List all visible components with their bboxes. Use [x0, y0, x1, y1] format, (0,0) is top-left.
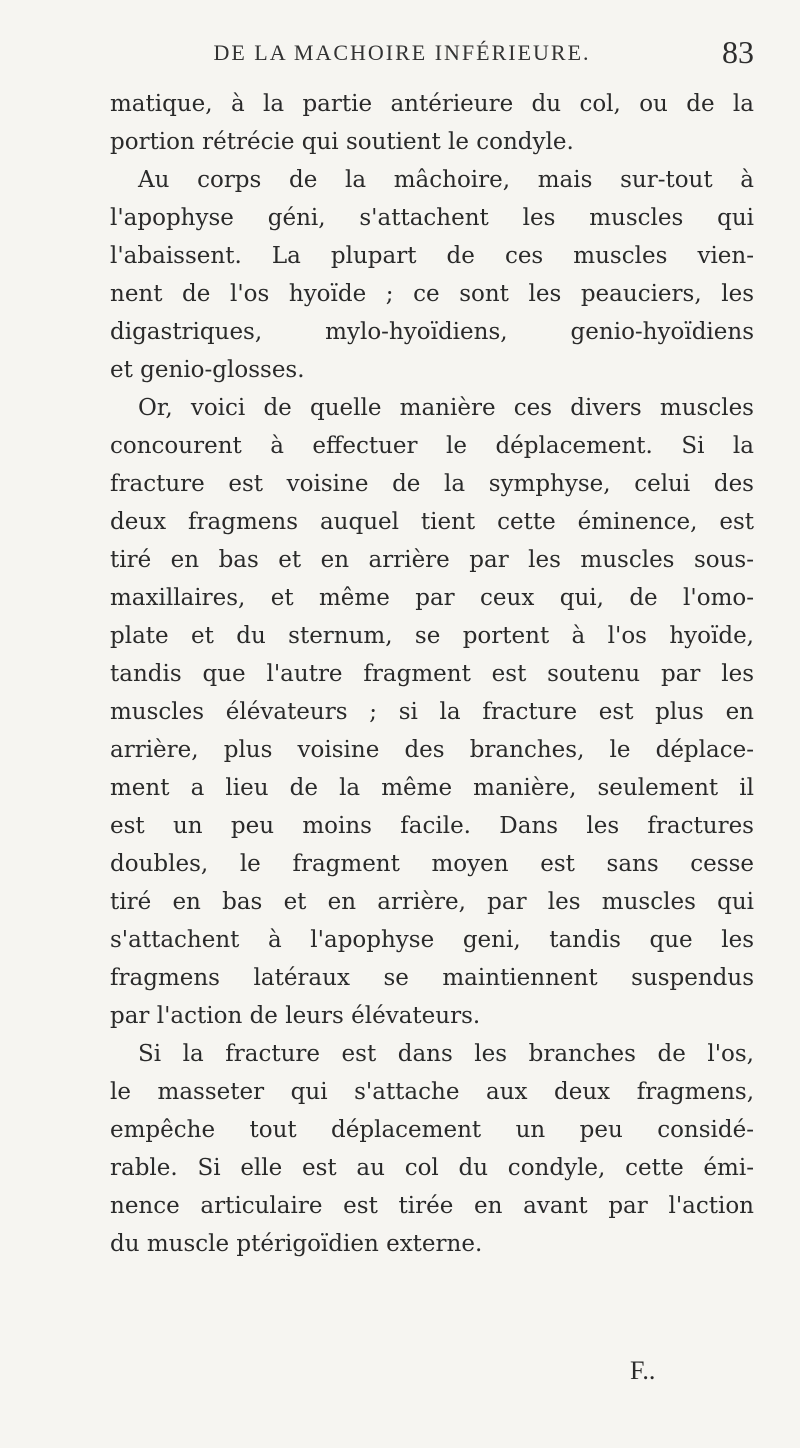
text-line: rable. Si elle est au col du condyle, cette émi- — [110, 1155, 754, 1181]
text-line: matique, à la partie antérieure du col, ou de la — [110, 91, 754, 117]
text-line: portion rétrécie qui soutient le condyle. — [110, 129, 574, 155]
text-line: digastriques, mylo-hyoïdiens, genio-hyoïdiens — [110, 319, 754, 345]
page-number: 83 — [722, 34, 754, 70]
text-line: l'abaissent. La plupart de ces muscles vien- — [110, 243, 754, 269]
text-line: plate et du sternum, se portent à l'os hyoïde, — [110, 623, 754, 649]
text-line: du muscle ptérigoïdien externe. — [110, 1231, 483, 1257]
text-line: arrière, plus voisine des branches, le déplace- — [110, 737, 754, 763]
text-line: Si la fracture est dans les branches de l'os, — [138, 1041, 754, 1067]
text-line: tiré en bas et en arrière par les muscles sous- — [110, 547, 754, 573]
catchword: F.. — [630, 1356, 656, 1385]
text-line: fracture est voisine de la symphyse, celui des — [110, 471, 754, 497]
body-text — [110, 85, 754, 1263]
text-line: est un peu moins facile. Dans les fractures — [110, 813, 754, 839]
text-line: et genio-glosses. — [110, 357, 305, 383]
text-line: deux fragmens auquel tient cette éminence, est — [110, 509, 754, 535]
text-line: Or, voici de quelle manière ces divers muscles — [138, 395, 754, 421]
text-line: nence articulaire est tirée en avant par l'action — [110, 1193, 754, 1219]
text-line: l'apophyse géni, s'attachent les muscles qui — [110, 205, 754, 231]
text-line: Au corps de la mâchoire, mais sur-tout à — [138, 167, 754, 193]
text-line: maxillaires, et même par ceux qui, de l'omo- — [110, 585, 754, 611]
text-line: concourent à effectuer le déplacement. Si la — [110, 433, 754, 459]
text-line: le masseter qui s'attache aux deux fragmens, — [110, 1079, 754, 1105]
page-header — [110, 34, 754, 84]
text-line: nent de l'os hyoïde ; ce sont les peauciers, les — [110, 281, 754, 307]
text-line: empêche tout déplacement un peu considé- — [110, 1117, 754, 1143]
text-line: tandis que l'autre fragment est soutenu par les — [110, 661, 754, 687]
text-line: fragmens latéraux se maintiennent suspendus — [110, 965, 754, 991]
text-line: s'attachent à l'apophyse geni, tandis que les — [110, 927, 754, 953]
running-title: DE LA MACHOIRE INFÉRIEURE. — [213, 40, 591, 65]
text-line: ment a lieu de la même manière, seulement il — [110, 775, 754, 801]
text-line: doubles, le fragment moyen est sans cesse — [110, 851, 754, 877]
text-line: tiré en bas et en arrière, par les muscles qui — [110, 889, 754, 915]
text-line: par l'action de leurs élévateurs. — [110, 1003, 481, 1029]
text-line: muscles élévateurs ; si la fracture est plus en — [110, 699, 754, 725]
